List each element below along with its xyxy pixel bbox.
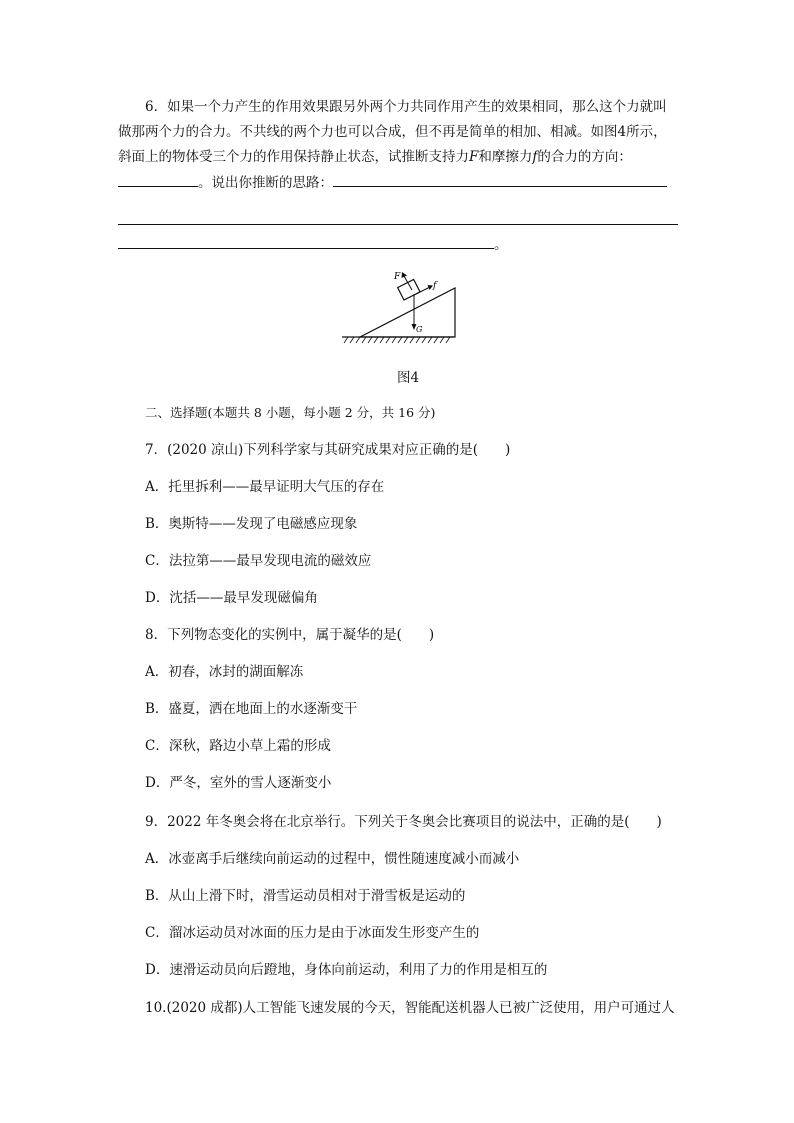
q6-end-mark: 。 [494,237,508,253]
section-2-heading: 二、选择题(本题共 8 小题，每小题 2 分，共 16 分) [145,405,436,420]
q6-answer-blank-reasoning-3[interactable] [118,234,494,249]
q7-option-d[interactable]: D．沈括——最早发现磁偏角 [145,590,318,606]
q9-option-c[interactable]: C．溜冰运动员对冰面的压力是由于冰面发生形变产生的 [145,925,480,941]
q7-stem: 7．(2020 凉山)下列科学家与其研究成果对应正确的是( ) [145,442,511,458]
q6-line-4 [118,172,667,193]
figure-4-incline-diagram [338,266,458,348]
q8-option-b[interactable]: B．盛夏，洒在地面上的水逐渐变干 [145,701,358,717]
q6-line-3c: 的合力的方向： [537,149,632,165]
label-f: f [433,281,437,291]
q6-line-1: 6．如果一个力产生的作用效果跟另外两个力共同作用产生的效果相同，那么这个力就叫 [145,99,667,115]
q10-stem: 10.(2020 成都)人工智能飞速发展的今天，智能配送机器人已被广泛使用，用户可通过人 [145,1000,675,1016]
q9-option-b[interactable]: B．从山上滑下时，滑雪运动员相对于滑雪板是运动的 [145,888,466,904]
q8-option-a[interactable]: A．初春，冰封的湖面解冻 [145,664,304,680]
q6-answer-blank-reasoning-1[interactable] [333,172,667,187]
q6-answer-blank-direction[interactable] [118,172,198,187]
q6-line-3b: 和摩擦力 [478,149,533,165]
q6-symbol-f: f [532,149,538,165]
q6-line-3a: 斜面上的物体受三个力的作用保持静止状态，试推断支持力 [118,149,469,165]
q7-option-b[interactable]: B．奥斯特——发现了电磁感应现象 [145,516,358,532]
q6-symbol-F: F [469,149,479,165]
q6-line-6 [118,234,508,255]
figure-4-caption: 图4 [397,370,420,386]
label-F: F [394,272,401,282]
q6-line-4-text: 。说出你推断的思路： [198,175,333,191]
ground-hatching [344,337,450,343]
q9-option-d[interactable]: D．速滑运动员向后蹬地，身体向前运动，利用了力的作用是相互的 [145,962,548,978]
q8-option-d[interactable]: D．严冬，室外的雪人逐渐变小 [145,775,332,791]
block-on-incline [398,279,420,300]
q6-line-2: 做那两个力的合力。不共线的两个力也可以合成，但不再是简单的相加、相减。如图4所示， [118,124,667,140]
q8-stem: 8．下列物态变化的实例中，属于凝华的是( ) [145,627,435,643]
label-G: G [416,325,423,334]
q7-option-c[interactable]: C．法拉第——最早发现电流的磁效应 [145,553,372,569]
q9-stem: 9．2022 年冬奥会将在北京举行。下列关于冬奥会比赛项目的说法中，正确的是( ) [145,814,662,830]
q6-line-3 [118,147,632,167]
q9-option-a[interactable]: A．冰壶离手后继续向前运动的过程中，惯性随速度减小而减小 [145,851,520,867]
q6-answer-line-2[interactable] [118,224,678,225]
q8-option-c[interactable]: C．深秋，路边小草上霜的形成 [145,738,331,754]
q7-option-a[interactable]: A．托里拆利——最早证明大气压的存在 [145,479,385,495]
